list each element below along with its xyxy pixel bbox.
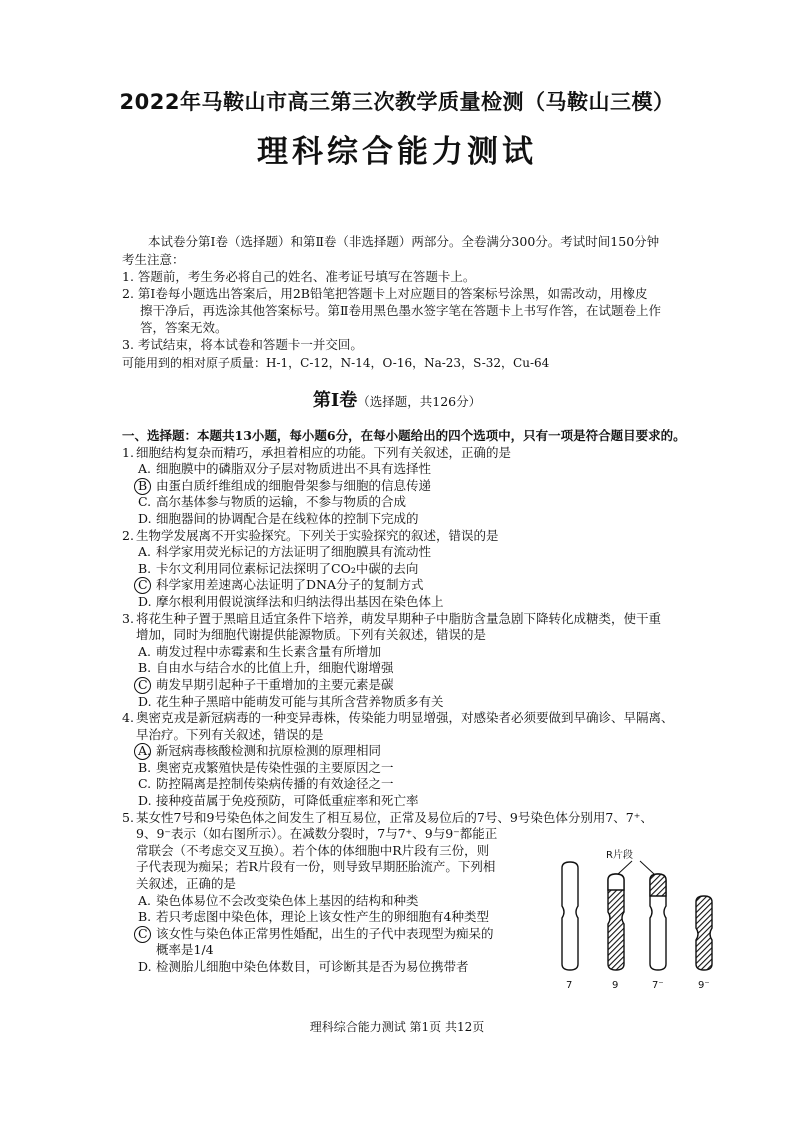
option-label: B. (138, 560, 152, 576)
notice-item-2a: 2. 第Ⅰ卷每小题选出答案后，用2B铅笔把答题卡上对应题目的答案标号涂黑，如需改动，用橡皮 (122, 286, 648, 301)
chromosome-7 (562, 862, 578, 970)
notice-item-2b: 擦干净后，再选涂其他答案标号。第Ⅱ卷用黑色墨水签字笔在答题卡上书写作答，在试题卷上作 (140, 303, 661, 318)
question-4-option-a (122, 743, 722, 760)
question-text: 生物学发展离不开实验探究。下列关于实验探究的叙述，错误的是 (136, 527, 499, 543)
question-2-option-a (122, 544, 722, 561)
question-5-stem-3: 常联会（不考虑交叉互换）。若个体的体细胞中R片段有三份，则 (136, 842, 490, 858)
question-3-option-b (122, 660, 722, 677)
option-text: 防控隔离是控制传染病传播的有效途径之一 (156, 776, 394, 792)
option-label: C. (138, 494, 152, 510)
question-3-stem-cont: 增加，同时为细胞代谢提供能源物质。下列有关叙述，错误的是 (136, 627, 487, 643)
exam-intro: 本试卷分第Ⅰ卷（选择题）和第Ⅱ卷（非选择题）两部分。全卷满分300分。考试时间150分钟 (148, 234, 660, 249)
option-label: D. (138, 693, 152, 709)
section-heading (0, 386, 794, 412)
question-5-stem-4: 子代表现为痴呆；若R片段有一份，则导致早期胚胎流产。下列相 (136, 859, 496, 875)
question-1-option-c (122, 494, 722, 511)
question-1-option-a (122, 461, 722, 478)
option-text: 细胞器间的协调配合是在线粒体的控制下完成的 (156, 510, 419, 526)
notice-item-1: 1. 答题前，考生务必将自己的姓名、准考证号填写在答题卡上。 (122, 269, 476, 284)
exam-subtitle: 理科综合能力测试 (257, 134, 537, 170)
notice-block (122, 251, 712, 353)
exam-title: 2022年马鞍山市高三第三次教学质量检测（马鞍山三模） (119, 90, 675, 114)
notice-item-3: 3. 考试结束，将本试卷和答题卡一并交回。 (122, 337, 363, 352)
handwritten-circle-mark (134, 926, 151, 943)
chromosome-label-9: 9 (612, 980, 619, 991)
option-text: 花生种子黑暗中能萌发可能与其所含营养物质多有关 (156, 693, 444, 709)
option-text: 卡尔文利用同位素标记法探明了CO₂中碳的去向 (156, 560, 419, 576)
option-label: A. (138, 544, 152, 560)
chromosome-label-9-minus: 9⁻ (698, 980, 710, 991)
section-subtitle: （选择题，共126分） (357, 394, 482, 409)
question-4-stem-cont: 早治疗。下列有关叙述，错误的是 (136, 726, 324, 742)
handwritten-circle-mark (134, 677, 151, 694)
option-text: 摩尔根利用假说演绎法和归纳法得出基因在染色体上 (156, 593, 444, 609)
atomic-masses: 可能用到的相对原子质量：H-1，C-12，N-14，O-16，Na-23，S-32，Cu-64 (122, 356, 550, 370)
option-text: 概率是1/4 (156, 942, 214, 958)
option-letter: A. (138, 743, 152, 759)
option-text: 细胞膜中的磷脂双分子层对物质进出不具有选择性 (156, 461, 432, 477)
r-label-pointer (618, 861, 632, 874)
r-segment-label: R片段 (606, 850, 633, 861)
option-letter: C (138, 577, 148, 593)
question-4-option-b (122, 760, 722, 777)
chromosome-label-7-minus: 7⁻ (652, 980, 664, 991)
handwritten-circle-mark (134, 577, 151, 594)
r-label-pointer (640, 861, 654, 874)
option-label-circled (138, 743, 156, 760)
question-number: 3. (122, 610, 134, 626)
option-text: 染色体易位不会改变染色体上基因的结构和种类 (156, 892, 419, 908)
option-text: 由蛋白质纤维组成的细胞骨架参与细胞的信息传递 (156, 477, 432, 493)
option-text: 科学家用差速离心法证明了DNA分子的复制方式 (156, 577, 424, 593)
chromosome-label-7: 7 (566, 980, 573, 991)
option-text: 萌发过程中赤霉素和生长素含量有所增加 (156, 643, 382, 659)
option-label: A. (138, 892, 152, 908)
option-text: 新冠病毒核酸检测和抗原检测的原理相同 (156, 743, 382, 759)
option-label: C. (138, 776, 152, 792)
question-3-option-a (122, 644, 722, 661)
option-label: B. (138, 909, 152, 925)
option-letter: B (138, 477, 148, 493)
question-4-option-d (122, 793, 722, 810)
question-2-stem (122, 528, 722, 545)
option-label: D. (138, 593, 152, 609)
option-label: B. (138, 759, 152, 775)
option-label: B. (138, 660, 152, 676)
option-text: 接种疫苗属于免疫预防，可降低重症率和死亡率 (156, 793, 419, 809)
option-text: 科学家用荧光标记的方法证明了细胞膜具有流动性 (156, 544, 432, 560)
question-5-stem (122, 810, 722, 827)
option-text: 奥密克戎繁殖快是传染性强的主要原因之一 (156, 759, 394, 775)
option-text: 自由水与结合水的比值上升，细胞代谢增强 (156, 660, 394, 676)
option-label: D. (138, 959, 152, 974)
chromosome-9 (608, 874, 624, 970)
option-label-circled (138, 677, 156, 694)
question-1-stem (122, 445, 722, 462)
question-2-option-c (122, 577, 722, 594)
question-text: 奥密克戎是新冠病毒的一种变异毒株，传染能力明显增强，对感染者必须要做到早确诊、早隔离、 (136, 710, 674, 726)
chromosome-7-minus (650, 874, 666, 970)
question-1-option-b (122, 478, 722, 495)
question-2-option-b (122, 561, 722, 578)
option-label-circled (138, 926, 156, 943)
option-letter: C (138, 676, 148, 692)
chromosome-figure (540, 836, 740, 996)
option-letter: C (138, 925, 148, 941)
option-label: A. (138, 461, 152, 477)
question-3-option-c (122, 677, 722, 694)
option-label-spacer (138, 942, 156, 959)
choice-instructions: 一、选择题：本题共13小题，每小题6分，在每小题给出的四个选项中，只有一项是符合题目要求的。 (122, 428, 686, 443)
notice-heading: 考生注意： (122, 252, 185, 267)
question-4-option-c (122, 776, 722, 793)
question-number: 4. (122, 710, 134, 726)
option-label: A. (138, 643, 152, 659)
option-label-circled (138, 478, 156, 495)
question-5-stem-2: 9、9⁻表示（如右图所示）。在减数分裂时，7与7⁺、9与9⁻都能正 (136, 826, 498, 842)
option-text: 该女性与染色体正常男性婚配，出生的子代中表现型为痴呆的 (156, 925, 494, 941)
question-5-stem-5: 关叙述，正确的是 (136, 876, 237, 892)
option-text: 检测胎儿细胞中染色体数目，可诊断其是否为易位携带者 (156, 959, 469, 974)
option-label-circled (138, 577, 156, 594)
question-1-option-d (122, 511, 722, 528)
question-text: 将花生种子置于黑暗且适宜条件下培养，萌发早期种子中脂肪含量急剧下降转化成糖类，使干重 (136, 610, 662, 626)
notice-item-2c: 答，答案无效。 (140, 320, 228, 335)
question-3-stem (122, 611, 722, 628)
question-4-stem (122, 710, 722, 727)
section-title: 第Ⅰ卷 (312, 390, 358, 411)
handwritten-circle-mark (134, 478, 151, 495)
option-label: D. (138, 510, 152, 526)
option-text: 高尔基体参与物质的运输，不参与物质的合成 (156, 494, 407, 510)
question-number: 1. (122, 444, 134, 460)
question-text: 某女性7号和9号染色体之间发生了相互易位，正常及易位后的7号、9号染色体分别用7、7⁺、 (136, 809, 653, 825)
question-3-option-d (122, 694, 722, 711)
chromosome-9-minus (696, 896, 712, 970)
question-2-option-d (122, 594, 722, 611)
page-footer: 理科综合能力测试 第1页 共12页 (309, 1020, 485, 1034)
question-number: 2. (122, 527, 134, 543)
option-text: 若只考虑图中染色体，理论上该女性产生的卵细胞有4种类型 (156, 909, 489, 925)
option-text: 萌发早期引起种子干重增加的主要元素是碳 (156, 676, 394, 692)
question-text: 细胞结构复杂而精巧，承担着相应的功能。下列有关叙述，正确的是 (136, 444, 512, 460)
question-number: 5. (122, 809, 134, 825)
option-label: D. (138, 793, 152, 809)
